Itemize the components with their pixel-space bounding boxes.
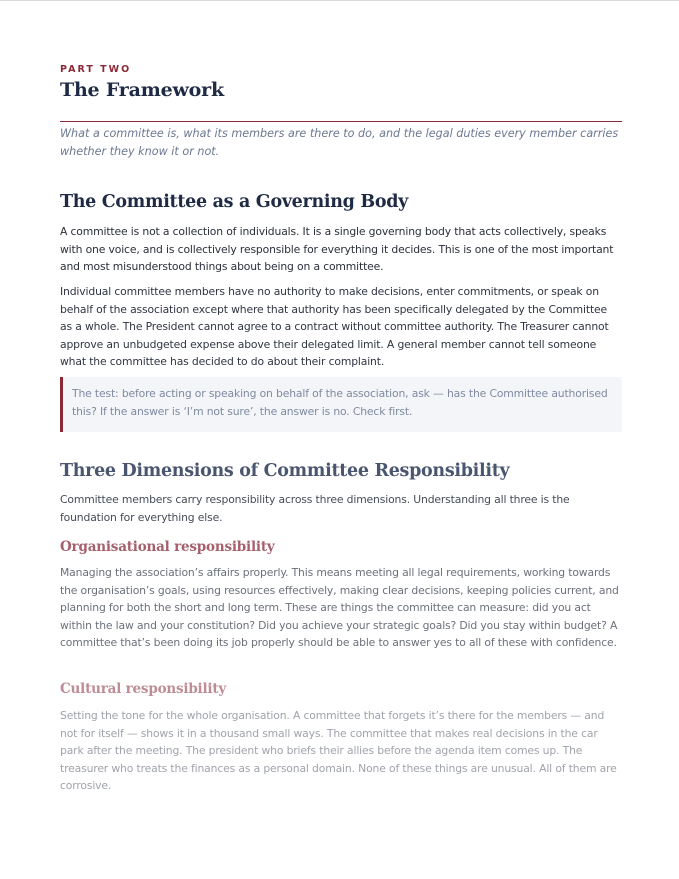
part-kicker: PART TWO [60, 64, 132, 75]
top-divider [0, 0, 679, 1]
title-rule [60, 121, 622, 122]
section-heading-three-dimensions: Three Dimensions of Committee Responsibility [60, 461, 510, 481]
part-title: The Framework [60, 79, 224, 101]
organisational-paragraph: Managing the association’s affairs properly. This means meeting all legal requirements, working towards the organisation’s goals, using resources effectively, making clear decisions, keeping policies current, and planning for both the short and long term. These are things the committee can measure: did you act within the law and your constitution? Did you achieve your strategic goals? Did you stay within budget? A committee that’s been doing its job properly should be able to answer yes to all of these with confidence. [60, 566, 619, 650]
section1-paragraph-1: A committee is not a collection of individuals. It is a single governing body that acts collectively, speaks with one voice, and is collectively responsible for everything it decides. This is one of the most important and most misunderstood things about being on a committee. [60, 225, 614, 274]
subheading-cultural: Cultural responsibility [60, 681, 227, 697]
cultural-paragraph: Setting the tone for the whole organisation. A committee that forgets it’s there for the members — and not for itself — shows it in a thousand small ways. The committee that makes real decisions in the car park after the meeting. The president who briefs their allies before the agenda item comes up. The treasurer who treats the finances as a personal domain. None of these things are unusual. All of them are corrosive. [60, 709, 617, 793]
subheading-organisational: Organisational responsibility [60, 539, 275, 555]
part-intro: What a committee is, what its members are there to do, and the legal duties every member carries whether they know it or not. [60, 127, 619, 158]
section1-paragraph-2: Individual committee members have no authority to make decisions, enter commitments, or speak on behalf of the association except where that authority has been specifically delegated by the Committee as a whole. The President cannot agree to a contract without committee authority. The Treasurer cannot approve an unbudgeted expense above their delegated limit. A general member cannot tell someone what the committee has decided to do about their complaint. [60, 285, 609, 369]
callout-text: The test: before acting or speaking on behalf of the association, ask — has the Committee authorised this? If the answer is ‘I’m not sure’, the answer is no. Check first. [72, 387, 608, 418]
section-heading-governing-body: The Committee as a Governing Body [60, 192, 409, 212]
section2-paragraph-1: Committee members carry responsibility across three dimensions. Understanding all three is the foundation for everything else. [60, 493, 570, 524]
callout-box [60, 377, 622, 432]
